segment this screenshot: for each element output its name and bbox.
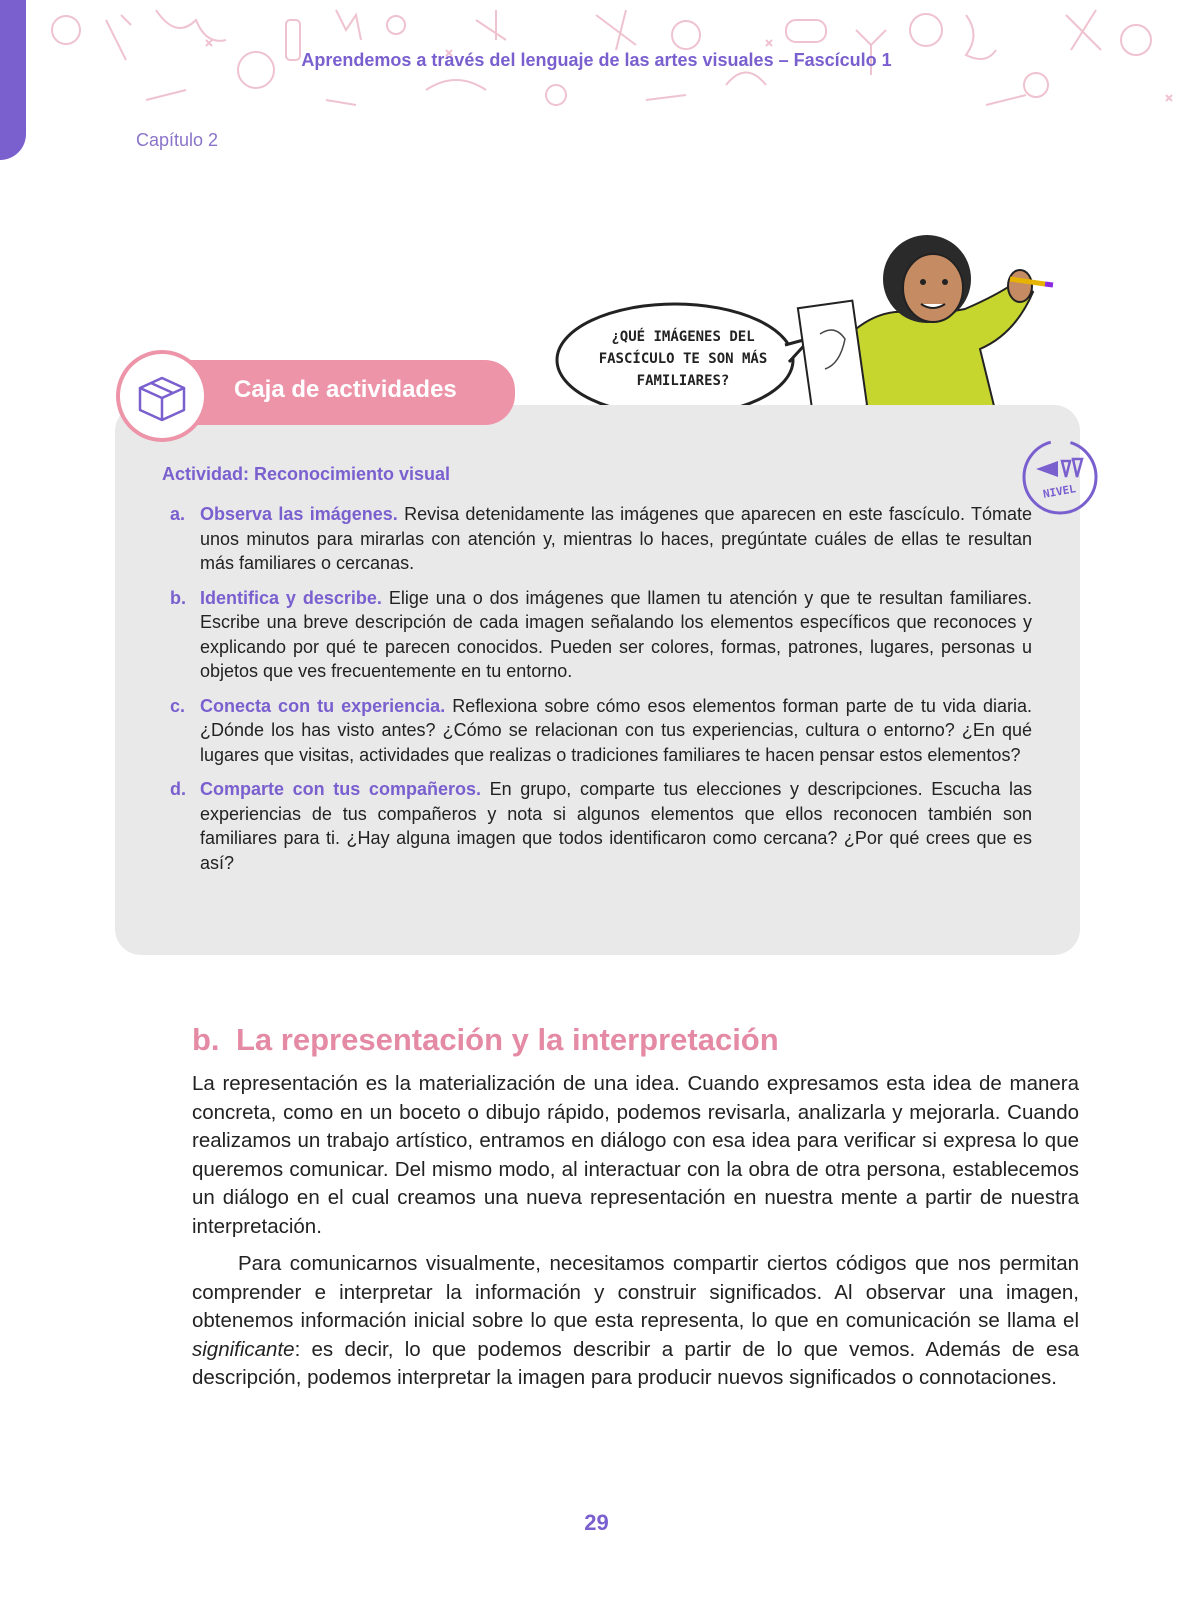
section-letter: b. bbox=[192, 1022, 220, 1057]
bubble-text: ¿QUÉ IMÁGENES DEL FASCÍCULO TE SON MÁS FAMILIARES? bbox=[598, 329, 768, 389]
paragraph-2-start: Para comunicarnos visualmente, necesitamos compartir ciertos códigos que nos permitan comprender e interpretar la información y construir significados. Al observar una imagen, obtenemos información inicial sobre lo que esta representa, lo que en comunicación se llama el bbox=[192, 1252, 1079, 1332]
item-lead: Comparte con tus compañeros. bbox=[200, 779, 481, 799]
item-letter: b. bbox=[170, 587, 186, 608]
item-letter: a. bbox=[170, 504, 186, 524]
item-lead: Identifica y describe. bbox=[200, 587, 382, 608]
item-body bbox=[200, 586, 1032, 684]
list-item bbox=[170, 586, 1032, 684]
activity-title: Actividad: Reconocimiento visual bbox=[162, 464, 451, 484]
student-illustration bbox=[795, 224, 1085, 410]
nivel-icon bbox=[1020, 437, 1100, 517]
box-icon-circle bbox=[116, 350, 208, 442]
chapter-label: Capítulo 2 bbox=[136, 130, 219, 150]
list-item bbox=[170, 502, 1032, 576]
side-tab bbox=[0, 0, 26, 160]
activity-box-label: Caja de actividades bbox=[234, 376, 457, 403]
item-body bbox=[200, 694, 1032, 768]
box-icon bbox=[132, 366, 192, 426]
item-text: En grupo, comparte tus elecciones y descripciones. Escucha las experiencias de tus compañeros y nota si algunos elementos que ellos reconocen también son familiares para ti. ¿Hay alguna imagen que todos identificaron como cercana? ¿Por qué crees que es así? bbox=[200, 779, 1032, 873]
section-heading bbox=[192, 1022, 779, 1058]
item-text: Revisa detenidamente las imágenes que aparecen en este fascículo. Tómate unos minutos para mirarlas con atención y, mientras lo haces, pregúntate cuáles de ellas te resultan más familiares o cercanas. bbox=[200, 504, 1032, 573]
item-text: Reflexiona sobre cómo esos elementos forman parte de tu vida diaria. ¿Dónde los has visto antes? ¿Cómo se relacionan con tus experiencias, cultura o entorno? ¿En qué lugares que visitas, actividades que realizas o tradiciones familiares te hacen pensar estos elementos? bbox=[200, 695, 1032, 765]
activity-list bbox=[170, 502, 1032, 885]
item-text: Elige una o dos imágenes que llamen tu atención y que te resultan familiares. Escribe una breve descripción de cada imagen señalando los elementos específicos que reconoces y explicando por qué te parecen conocidos. Pueden ser colores, formas, patrones, lugares, personas u objetos que ves frecuentemente en tu entorno. bbox=[200, 587, 1032, 681]
header-title: Aprendemos a través del lenguaje de las artes visuales – Fascículo 1 bbox=[301, 50, 892, 70]
item-lead: Conecta con tu experiencia. bbox=[200, 695, 446, 716]
nivel-label: NIVEL bbox=[1041, 482, 1077, 501]
paragraph-2-term: significante bbox=[192, 1337, 295, 1361]
paragraph-2-end: : es decir, lo que podemos describir a partir de lo que vemos. Además de esa descripción, podemos interpretar la imagen para producir nuevos significados o connotaciones. bbox=[192, 1337, 1079, 1389]
paragraph-1: La representación es la materialización de una idea. Cuando expresamos esta idea de manera concreta, como en un boceto o dibujo rápido, podemos revisarla, analizarla y mejorarla. Cuando realizamos un trabajo artístico, entramos en diálogo con esa idea para verificar si expresa lo que queremos comunicar. Del mismo modo, al interactuar con la obra de otra persona, establecemos un diálogo en el cual creamos una nueva representación en nuestra mente a partir de nuestra interpretación. bbox=[192, 1072, 1079, 1238]
item-letter: d. bbox=[170, 779, 186, 799]
item-body bbox=[200, 777, 1032, 875]
list-item bbox=[170, 694, 1032, 768]
section-title: La representación y la interpretación bbox=[236, 1022, 779, 1057]
page-number: 29 bbox=[584, 1510, 609, 1535]
item-lead: Observa las imágenes. bbox=[200, 504, 398, 524]
paragraph-2 bbox=[192, 1250, 1079, 1393]
list-item bbox=[170, 777, 1032, 875]
item-letter: c. bbox=[170, 695, 186, 716]
item-body bbox=[200, 502, 1032, 576]
